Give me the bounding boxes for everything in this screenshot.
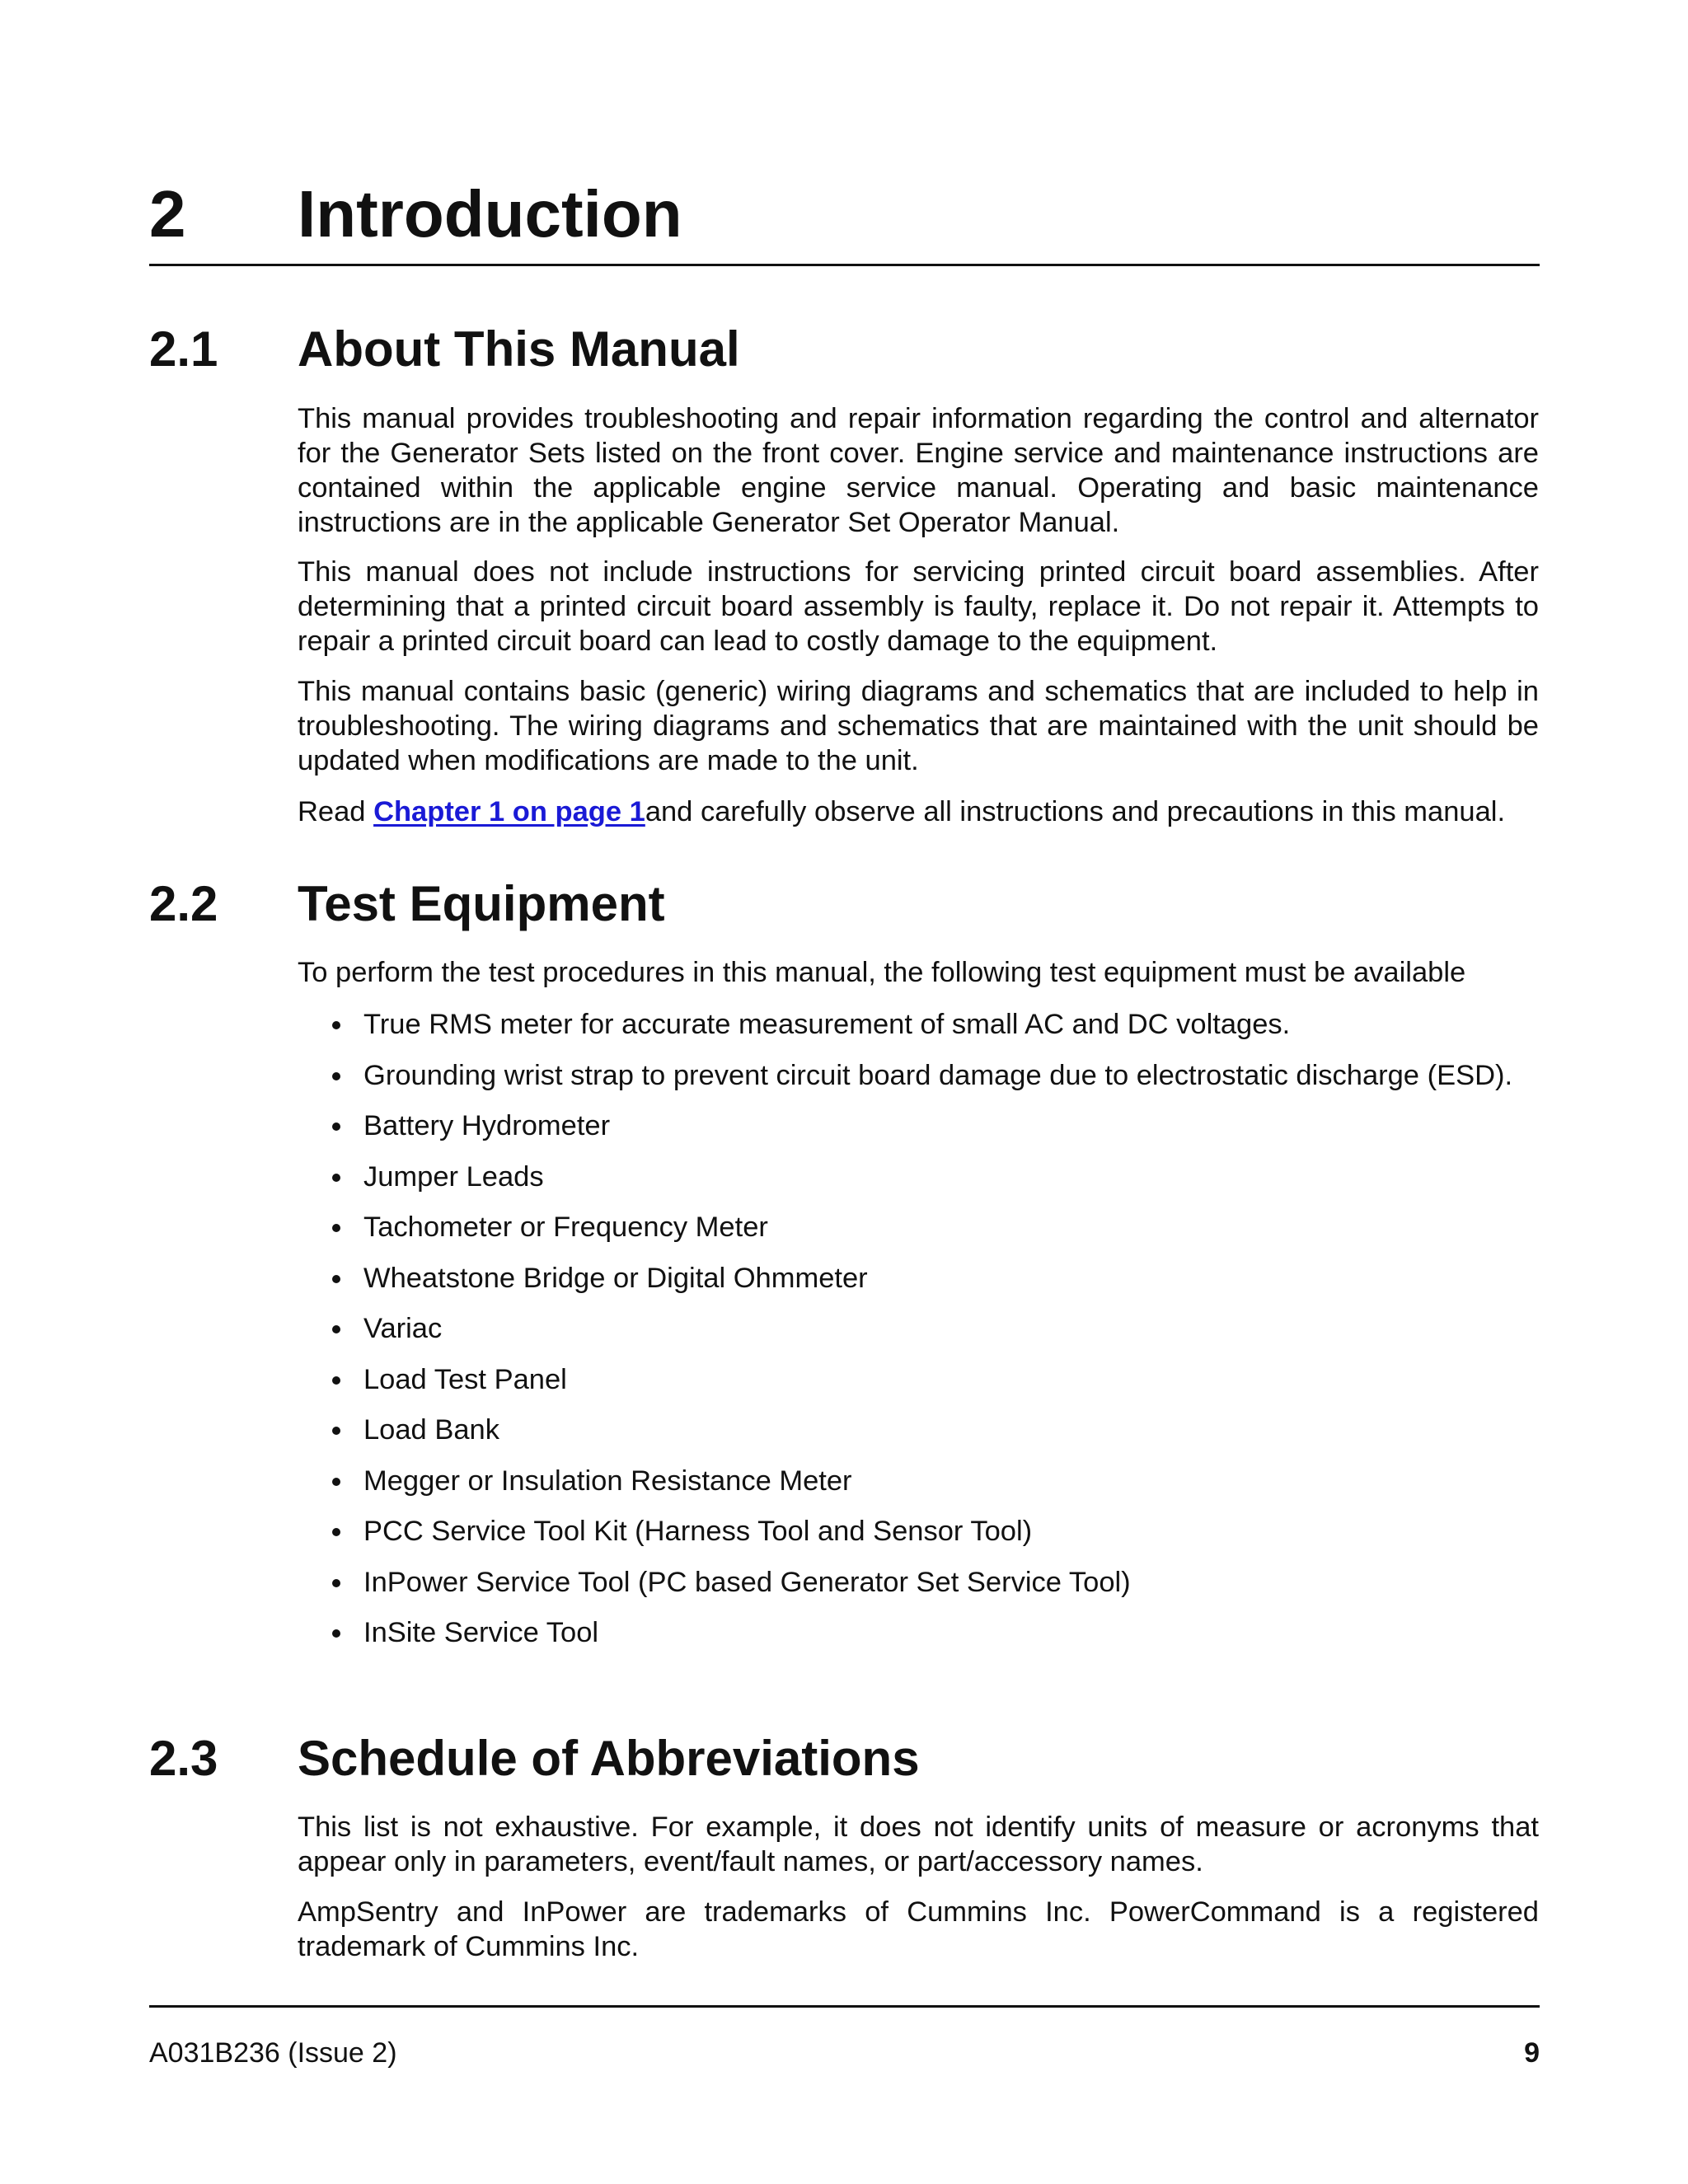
list-item-text: Wheatstone Bridge or Digital Ohmmeter	[363, 1262, 868, 1294]
list-item-text: PCC Service Tool Kit (Harness Tool and Sensor Tool)	[363, 1516, 1033, 1547]
list-item	[298, 1464, 1539, 1498]
list-item-text: Variac	[363, 1313, 443, 1344]
list-item-text: Grounding wrist strap to prevent circuit board damage due to electrostatic discharge (ESD).	[363, 1059, 1513, 1091]
test-equipment-intro: To perform the test procedures in this manual, the following test equipment must be available	[298, 957, 1466, 988]
section-number-2-1: 2.1	[149, 321, 218, 377]
about-paragraph-2: This manual does not include instructions for servicing printed circuit board assemblies. After determining that a printed circuit board assembly is faulty, replace it. Do not repair it. Attempts to repair a printed circuit board can lead to costly damage to the equipment.	[298, 556, 1539, 657]
list-item	[298, 1311, 1539, 1346]
bullet-icon	[332, 1122, 340, 1131]
list-item	[298, 1007, 1539, 1042]
list-item-text: InPower Service Tool (PC based Generator Set Service Tool)	[363, 1566, 1131, 1598]
bullet-icon	[332, 1021, 340, 1029]
chapter-1-link[interactable]: Chapter 1 on page 1	[373, 796, 645, 827]
read-prefix: Read	[298, 796, 374, 827]
bullet-icon	[332, 1275, 340, 1283]
list-item	[298, 1108, 1539, 1143]
list-item	[298, 1261, 1539, 1296]
list-item	[298, 1615, 1539, 1650]
list-item-text: True RMS meter for accurate measurement of small AC and DC voltages.	[363, 1009, 1291, 1040]
list-item-text: InSite Service Tool	[363, 1617, 599, 1648]
list-item-text: Battery Hydrometer	[363, 1110, 611, 1141]
about-paragraph-1: This manual provides troubleshooting and repair information regarding the control and alternator for the Generator Sets listed on the front cover. Engine service and maintenance instructions are contained within the applicable engine service manual. Operating and basic maintenance instructions are in the applicable Generator Set Operator Manual.	[298, 403, 1539, 538]
bullet-icon	[332, 1427, 340, 1435]
bullet-icon	[332, 1224, 340, 1232]
section-title-schedule-of-abbreviations: Schedule of Abbreviations	[298, 1731, 920, 1786]
footer-document-id: A031B236 (Issue 2)	[149, 2037, 397, 2069]
list-item	[298, 1362, 1539, 1397]
list-item-text: Tachometer or Frequency Meter	[363, 1212, 768, 1243]
list-item	[298, 1160, 1539, 1194]
list-item-text: Jumper Leads	[363, 1160, 544, 1193]
abbreviations-paragraph-2: AmpSentry and InPower are trademarks of Cummins Inc. PowerCommand is a registered trademark of Cummins Inc.	[298, 1896, 1539, 1962]
read-suffix: and carefully observe all instructions and precautions in this manual.	[645, 796, 1506, 827]
about-paragraph-3: This manual contains basic (generic) wiring diagrams and schematics that are included to help in troubleshooting. The wiring diagrams and schematics that are maintained with the unit should be updated when modifications are made to the unit.	[298, 676, 1539, 776]
footer-divider	[149, 2005, 1540, 2008]
section-title-test-equipment: Test Equipment	[298, 876, 665, 931]
read-chapter-line	[298, 794, 1539, 829]
bullet-icon	[332, 1528, 340, 1536]
bullet-icon	[332, 1478, 340, 1486]
section-title-about-this-manual: About This Manual	[298, 321, 740, 377]
list-item	[298, 1413, 1539, 1447]
abbreviations-paragraph-1: This list is not exhaustive. For example, it does not identify units of measure or acronyms that appear only in parameters, event/fault names, or part/accessory names.	[298, 1811, 1539, 1877]
bullet-icon	[332, 1376, 340, 1385]
list-item	[298, 1565, 1539, 1600]
section-number-2-2: 2.2	[149, 876, 218, 931]
list-item-text: Load Test Panel	[363, 1363, 567, 1395]
chapter-number: 2	[149, 177, 186, 251]
chapter-title: Introduction	[298, 177, 682, 251]
list-item	[298, 1210, 1539, 1244]
list-item	[298, 1514, 1539, 1549]
page-number: 9	[1524, 2037, 1540, 2069]
chapter-divider	[149, 264, 1540, 266]
bullet-icon	[332, 1325, 340, 1333]
bullet-icon	[332, 1579, 340, 1587]
bullet-icon	[332, 1174, 340, 1182]
bullet-icon	[332, 1629, 340, 1638]
section-number-2-3: 2.3	[149, 1731, 218, 1786]
list-item	[298, 1058, 1539, 1093]
test-equipment-list	[298, 1007, 1539, 1666]
list-item-text: Megger or Insulation Resistance Meter	[363, 1465, 852, 1497]
list-item-text: Load Bank	[363, 1414, 499, 1446]
bullet-icon	[332, 1072, 340, 1080]
